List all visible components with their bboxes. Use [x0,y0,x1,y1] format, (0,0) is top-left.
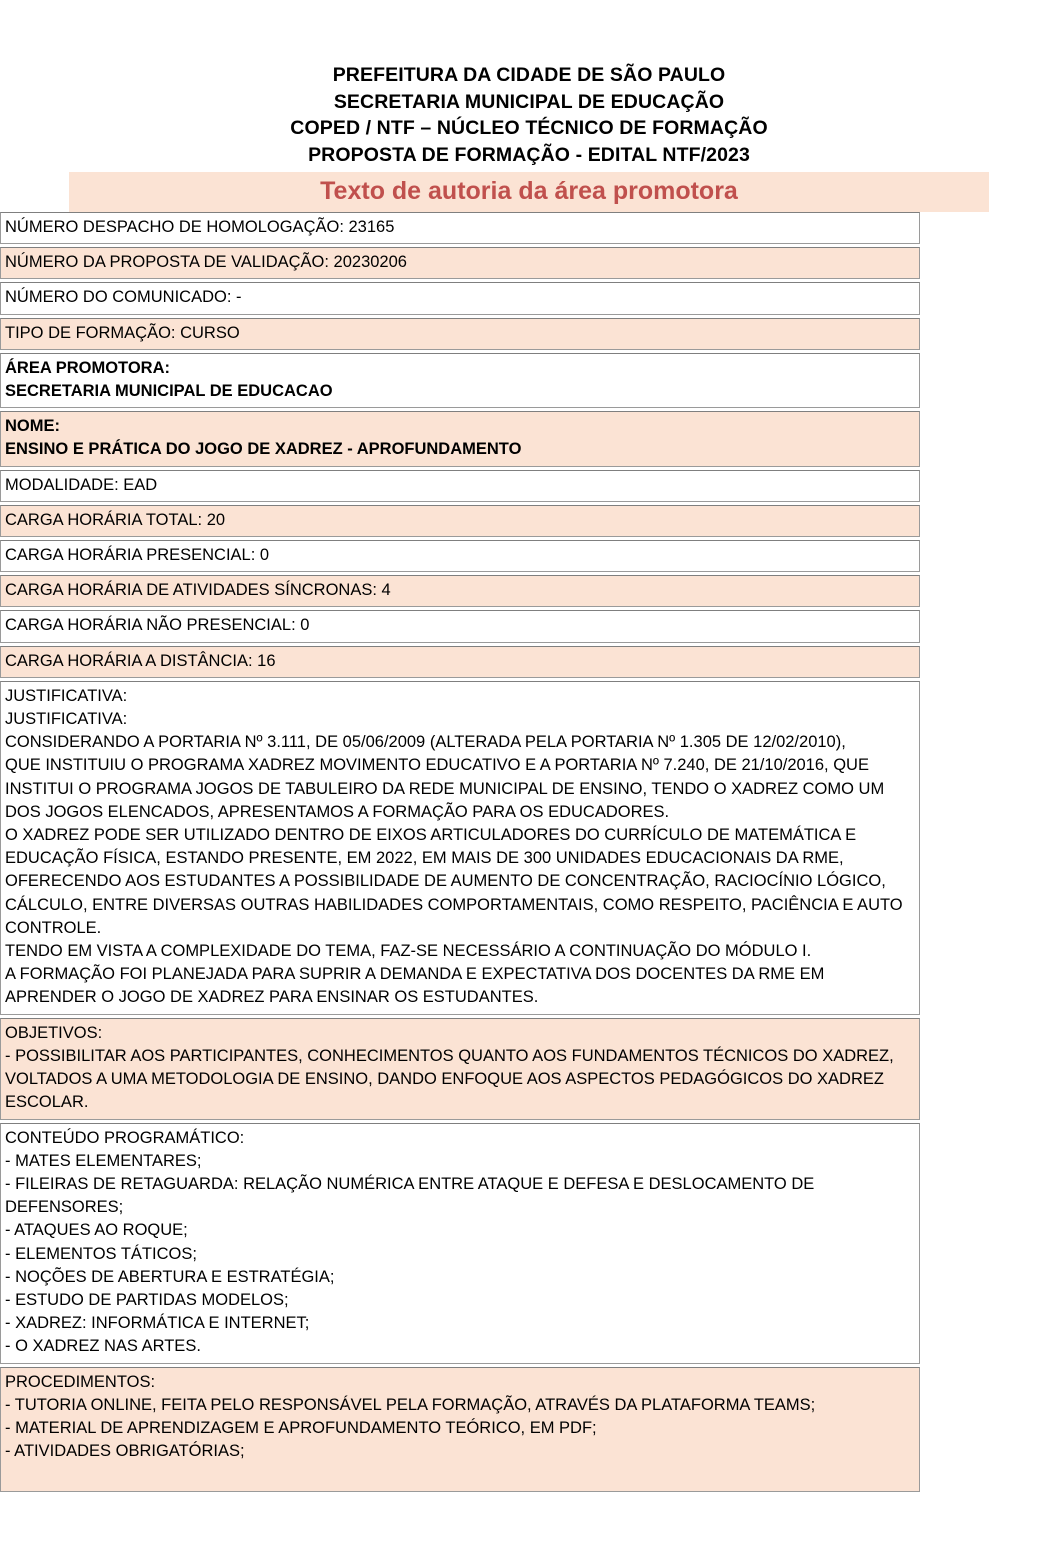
section-banner [69,172,989,212]
form-row-area-promotora [0,353,920,408]
document-header [0,0,1058,168]
form-row-numero-proposta-validacao [0,247,920,279]
form-row-tipo-de-formacao [0,318,920,350]
form-row-numero-comunicado [0,282,920,314]
form-row-carga-horaria-atividades-sincronas [0,575,920,607]
row-line: TENDO EM VISTA A COMPLEXIDADE DO TEMA, FAZ-SE NECESSÁRIO A CONTINUAÇÃO DO MÓDULO I. [5,942,812,961]
row-line: TIPO DE FORMAÇÃO: CURSO [5,323,240,342]
row-line: - NOÇÕES DE ABERTURA E ESTRATÉGIA; [5,1267,335,1286]
form-row-conteudo-programatico [0,1123,920,1364]
row-line: CÁLCULO, ENTRE DIVERSAS OUTRAS HABILIDADES COMPORTAMENTAIS, COMO RESPEITO, PACIÊNCIA E AUTO [5,895,903,914]
row-line: NÚMERO DA PROPOSTA DE VALIDAÇÃO: 20230206 [5,253,407,272]
row-line: SECRETARIA MUNICIPAL DE EDUCACAO [5,382,333,401]
row-line: PROCEDIMENTOS: [5,1372,156,1391]
row-line: - FILEIRAS DE RETAGUARDA: RELAÇÃO NUMÉRICA ENTRE ATAQUE E DEFESA E DESLOCAMENTO DE DEFENSORES; [5,1174,815,1217]
row-line: NÚMERO DO COMUNICADO: - [5,288,242,307]
row-line: - ELEMENTOS TÁTICOS; [5,1244,197,1263]
row-line: - ESTUDO DE PARTIDAS MODELOS; [5,1290,289,1309]
form-row-nome-da-formacao [0,411,920,466]
row-line: - XADREZ: INFORMÁTICA E INTERNET; [5,1314,310,1333]
row-line: JUSTIFICATIVA: [5,710,128,729]
row-line: NOME: [5,417,60,436]
row-line: - TUTORIA ONLINE, FEITA PELO RESPONSÁVEL PELA FORMAÇÃO, ATRAVÉS DA PLATAFORMA TEAMS; [5,1395,816,1414]
page-bottom-margin [0,1495,1058,1549]
row-line: CARGA HORÁRIA PRESENCIAL: 0 [5,546,270,565]
row-line: QUE INSTITUIU O PROGRAMA XADREZ MOVIMENTO EDUCATIVO E A PORTARIA Nº 7.240, DE 21/10/2016, QUE [5,756,869,775]
row-line: CARGA HORÁRIA A DISTÂNCIA: 16 [5,651,276,670]
row-line: CONTEÚDO PROGRAMÁTICO: [5,1128,245,1147]
row-line: - O XADREZ NAS ARTES. [5,1337,201,1356]
row-line: - ATAQUES AO ROQUE; [5,1221,188,1240]
row-line: DOS JOGOS ELENCADOS, APRESENTAMOS A FORMAÇÃO PARA OS EDUCADORES. [5,802,670,821]
row-line: INSTITUI O PROGRAMA JOGOS DE TABULEIRO DA REDE MUNICIPAL DE ENSINO, TENDO O XADREZ COMO UM [5,779,885,798]
form-row-carga-horaria-a-distancia [0,646,920,678]
row-line: O XADREZ PODE SER UTILIZADO DENTRO DE EIXOS ARTICULADORES DO CURRÍCULO DE MATEMÁTICA E [5,826,857,845]
row-line: CONSIDERANDO A PORTARIA Nº 3.111, DE 05/06/2009 (ALTERADA PELA PORTARIA Nº 1.305 DE 12/02/2010), [5,733,846,752]
form-row-procedimentos [0,1367,920,1492]
form-row-modalidade [0,470,920,502]
form-row-carga-horaria-nao-presencial [0,610,920,642]
form-rows-container [0,212,1058,1492]
form-row-numero-despacho-homologacao [0,212,920,244]
row-line: ÁREA PROMOTORA: [5,358,170,377]
row-line: - MATERIAL DE APRENDIZAGEM E APROFUNDAMENTO TEÓRICO, EM PDF; [5,1418,597,1437]
header-line-4: PROPOSTA DE FORMAÇÃO - EDITAL NTF/2023 [308,143,750,166]
form-row-carga-horaria-presencial [0,540,920,572]
row-line: CARGA HORÁRIA NÃO PRESENCIAL: 0 [5,616,310,635]
row-line: NÚMERO DESPACHO DE HOMOLOGAÇÃO: 23165 [5,218,395,236]
row-line: MODALIDADE: EAD [5,475,158,494]
header-line-1: PREFEITURA DA CIDADE DE SÃO PAULO [332,64,726,86]
row-line: - ATIVIDADES OBRIGATÓRIAS; [5,1442,245,1461]
row-line [5,1463,915,1486]
row-line: OBJETIVOS: [5,1023,103,1042]
row-line: JUSTIFICATIVA: [5,686,128,705]
header-line-3: COPED / NTF – NÚCLEO TÉCNICO DE FORMAÇÃO [290,117,768,139]
form-row-objetivos [0,1018,920,1120]
row-line: APRENDER O JOGO DE XADREZ PARA ENSINAR OS ESTUDANTES. [5,988,539,1007]
form-row-carga-horaria-total [0,505,920,537]
row-line: - POSSIBILITAR AOS PARTICIPANTES, CONHECIMENTOS QUANTO AOS FUNDAMENTOS TÉCNICOS DO XADREZ, [5,1046,894,1065]
banner-title: Texto de autoria da área promotora [320,177,738,205]
row-line: A FORMAÇÃO FOI PLANEJADA PARA SUPRIR A DEMANDA E EXPECTATIVA DOS DOCENTES DA RME EM [5,965,825,984]
row-line: CONTROLE. [5,918,102,937]
form-row-justificativa [0,681,920,1015]
row-line: OFERECENDO AOS ESTUDANTES A POSSIBILIDADE DE AUMENTO DE CONCENTRAÇÃO, RACIOCÍNIO LÓGICO, [5,872,886,891]
row-line: VOLTADOS A UMA METODOLOGIA DE ENSINO, DANDO ENFOQUE AOS ASPECTOS PEDAGÓGICOS DO XADREZ [5,1070,884,1089]
header-line-2: SECRETARIA MUNICIPAL DE EDUCAÇÃO [333,90,725,113]
row-line: CARGA HORÁRIA TOTAL: 20 [5,510,226,529]
row-line: EDUCAÇÃO FÍSICA, ESTANDO PRESENTE, EM 2022, EM MAIS DE 300 UNIDADES EDUCACIONAIS DA RME, [5,849,844,868]
row-line: ENSINO E PRÁTICA DO JOGO DE XADREZ - APROFUNDAMENTO [5,440,522,459]
row-line: CARGA HORÁRIA DE ATIVIDADES SÍNCRONAS: 4 [5,581,391,600]
row-line: ESCOLAR. [5,1093,89,1112]
row-line: - MATES ELEMENTARES; [5,1151,202,1170]
